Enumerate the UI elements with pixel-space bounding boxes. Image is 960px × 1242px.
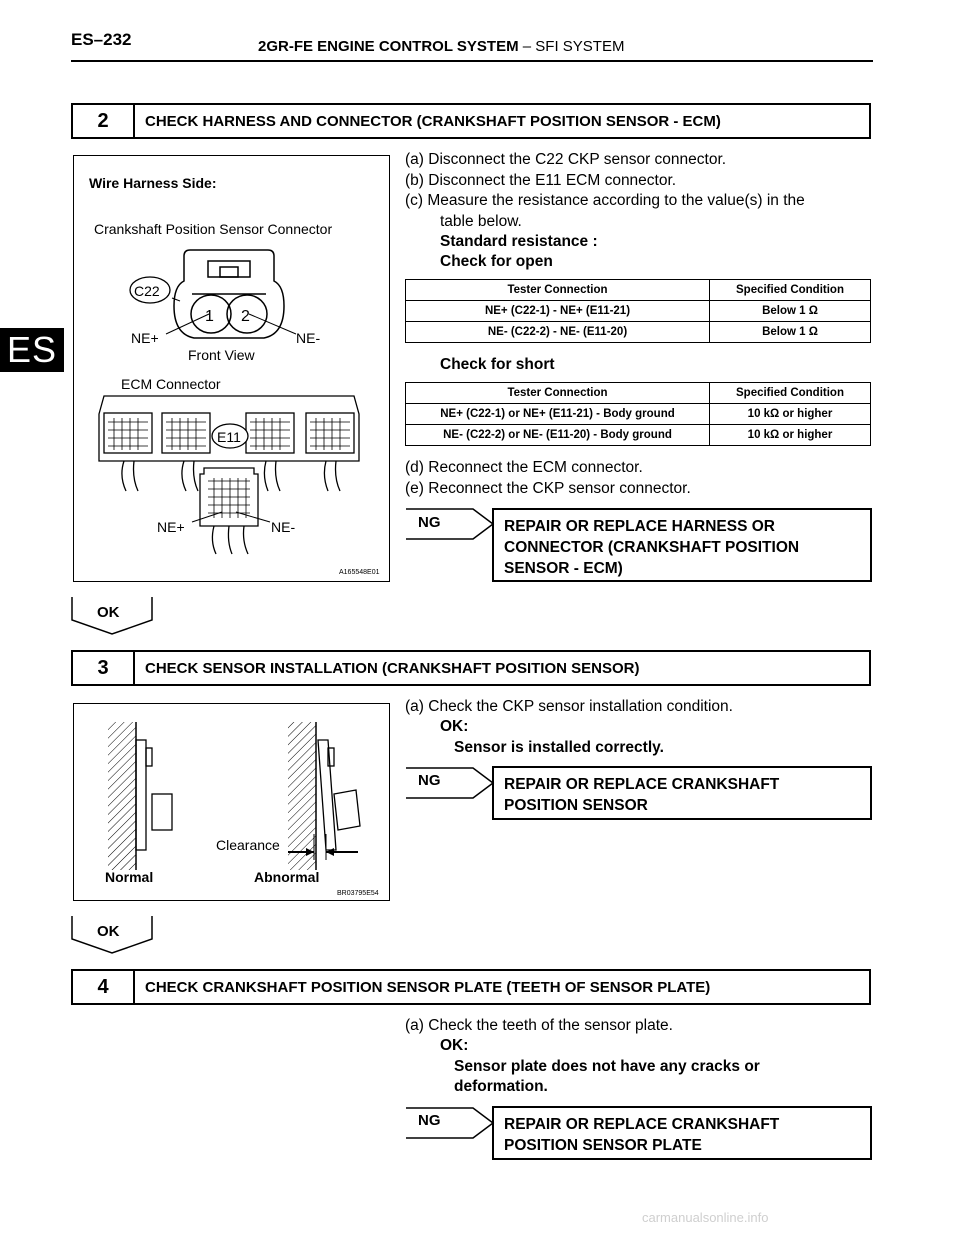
page-title-bold: 2GR-FE ENGINE CONTROL SYSTEM [258,38,519,55]
table-cell: Below 1 Ω [710,322,871,343]
open-check-table [405,279,871,343]
table-cell: NE- (C22-2) or NE- (E11-20) - Body ground [406,425,710,446]
table-cell: 10 kΩ or higher [710,425,871,446]
ok-condition-label-3: OK: [440,718,469,735]
ng-result-2-line-3: SENSOR - ECM) [504,560,623,577]
table-header: Tester Connection [406,280,710,301]
ckp-connector-drawing [174,250,284,338]
table-header: Specified Condition [710,280,871,301]
harness-diagram [74,156,391,583]
table-row [406,425,871,446]
ok-condition-label-4: OK: [440,1037,469,1054]
header-rule [71,60,873,62]
normal-wall [108,722,136,870]
normal-sensor-drawing [136,740,172,850]
table-header: Specified Condition [710,383,871,404]
section-tab: ES [0,328,64,372]
ne-minus-label: NE- [296,330,321,346]
pin-2-label: 2 [241,308,250,325]
table-row [406,301,871,322]
clearance-label: Clearance [216,837,280,853]
harness-figure [73,155,390,582]
ng-result-4 [492,1106,872,1160]
page-number: ES–232 [71,30,132,49]
watermark: carmanualsonline.info [642,1210,769,1225]
abnormal-wall [288,722,316,870]
ng-result-4-line-2: POSITION SENSOR PLATE [504,1137,702,1154]
step-3-title: CHECK SENSOR INSTALLATION (CRANKSHAFT POSITION SENSOR) [145,659,640,677]
check-for-open-label: Check for open [440,253,553,270]
ecm-ne-minus-label: NE- [271,519,296,535]
table-row [406,404,871,425]
standard-resistance-label: Standard resistance : [440,233,598,250]
ng-result-3 [492,766,872,820]
ng-result-3-line-1: REPAIR OR REPLACE CRANKSHAFT [504,776,780,793]
front-view-label: Front View [188,347,255,363]
ng-result-2-line-2: CONNECTOR (CRANKSHAFT POSITION [504,539,800,556]
table-header-row [406,383,871,404]
ecm-ne-plus-label: NE+ [157,519,185,535]
table-cell: 10 kΩ or higher [710,404,871,425]
instruction-2c-cont: table below. [440,213,522,230]
instruction-2b: (b) Disconnect the E11 ECM connector. [405,172,677,189]
ng-result-2-line-1: REPAIR OR REPLACE HARNESS OR [504,518,775,535]
ng-label-2: NG [418,514,441,531]
installation-figure [73,703,390,901]
abnormal-sensor-drawing [318,740,360,850]
short-check-table [405,382,871,446]
pin-1-label: 1 [205,308,214,325]
step-4-number: 4 [73,971,135,1003]
instruction-2e: (e) Reconnect the CKP sensor connector. [405,480,691,497]
step-4-header [71,969,871,1005]
table-cell: NE- (C22-2) - NE- (E11-20) [406,322,710,343]
ok-condition-text-3: Sensor is installed correctly. [454,739,664,756]
ok-condition-text-4-cont: deformation. [454,1078,548,1095]
table-header: Tester Connection [406,383,710,404]
instruction-4a: (a) Check the teeth of the sensor plate. [405,1017,673,1034]
table-cell: NE+ (C22-1) - NE+ (E11-21) [406,301,710,322]
instruction-2c: (c) Measure the resistance according to the value(s) in the [405,192,805,209]
c22-label: C22 [134,283,160,299]
ok-label-3: OK [97,923,120,940]
ckp-connector-label: Crankshaft Position Sensor Connector [94,221,333,237]
ok-condition-text-4: Sensor plate does not have any cracks or [454,1058,760,1075]
abnormal-label: Abnormal [254,869,320,885]
normal-label: Normal [105,869,154,885]
step-2-title: CHECK HARNESS AND CONNECTOR (CRANKSHAFT POSITION SENSOR - ECM) [145,112,721,130]
installation-diagram [74,704,391,902]
ecm-connector-drawing [99,396,359,554]
ng-result-3-line-2: POSITION SENSOR [504,797,648,814]
step-3-header [71,650,871,686]
instruction-2d: (d) Reconnect the ECM connector. [405,459,643,476]
ng-label-4: NG [418,1112,441,1129]
instruction-2a: (a) Disconnect the C22 CKP sensor connector. [405,151,727,168]
ok-label-2: OK [97,604,120,621]
check-for-short-label: Check for short [440,356,555,373]
page-title [258,38,624,55]
table-row [406,322,871,343]
ng-result-4-line-1: REPAIR OR REPLACE CRANKSHAFT [504,1116,780,1133]
figure-id-br03795e54: BR03795E54 [337,890,379,897]
ecm-connector-label: ECM Connector [121,376,221,392]
table-cell: Below 1 Ω [710,301,871,322]
wire-harness-side-label: Wire Harness Side: [89,175,217,191]
page-title-rest: – SFI SYSTEM [522,38,625,55]
table-header-row [406,280,871,301]
figure-id-a165548e01: A165548E01 [339,569,380,576]
step-3-number: 3 [73,652,135,684]
ng-result-2 [492,508,872,582]
step-2-number: 2 [73,105,135,137]
step-4-title: CHECK CRANKSHAFT POSITION SENSOR PLATE (TEETH OF SENSOR PLATE) [145,978,711,996]
ne-plus-label: NE+ [131,330,159,346]
ng-label-3: NG [418,772,441,789]
instruction-3a: (a) Check the CKP sensor installation condition. [405,698,733,715]
step-2-header [71,103,871,139]
table-cell: NE+ (C22-1) or NE+ (E11-21) - Body ground [406,404,710,425]
e11-label: E11 [217,429,241,445]
